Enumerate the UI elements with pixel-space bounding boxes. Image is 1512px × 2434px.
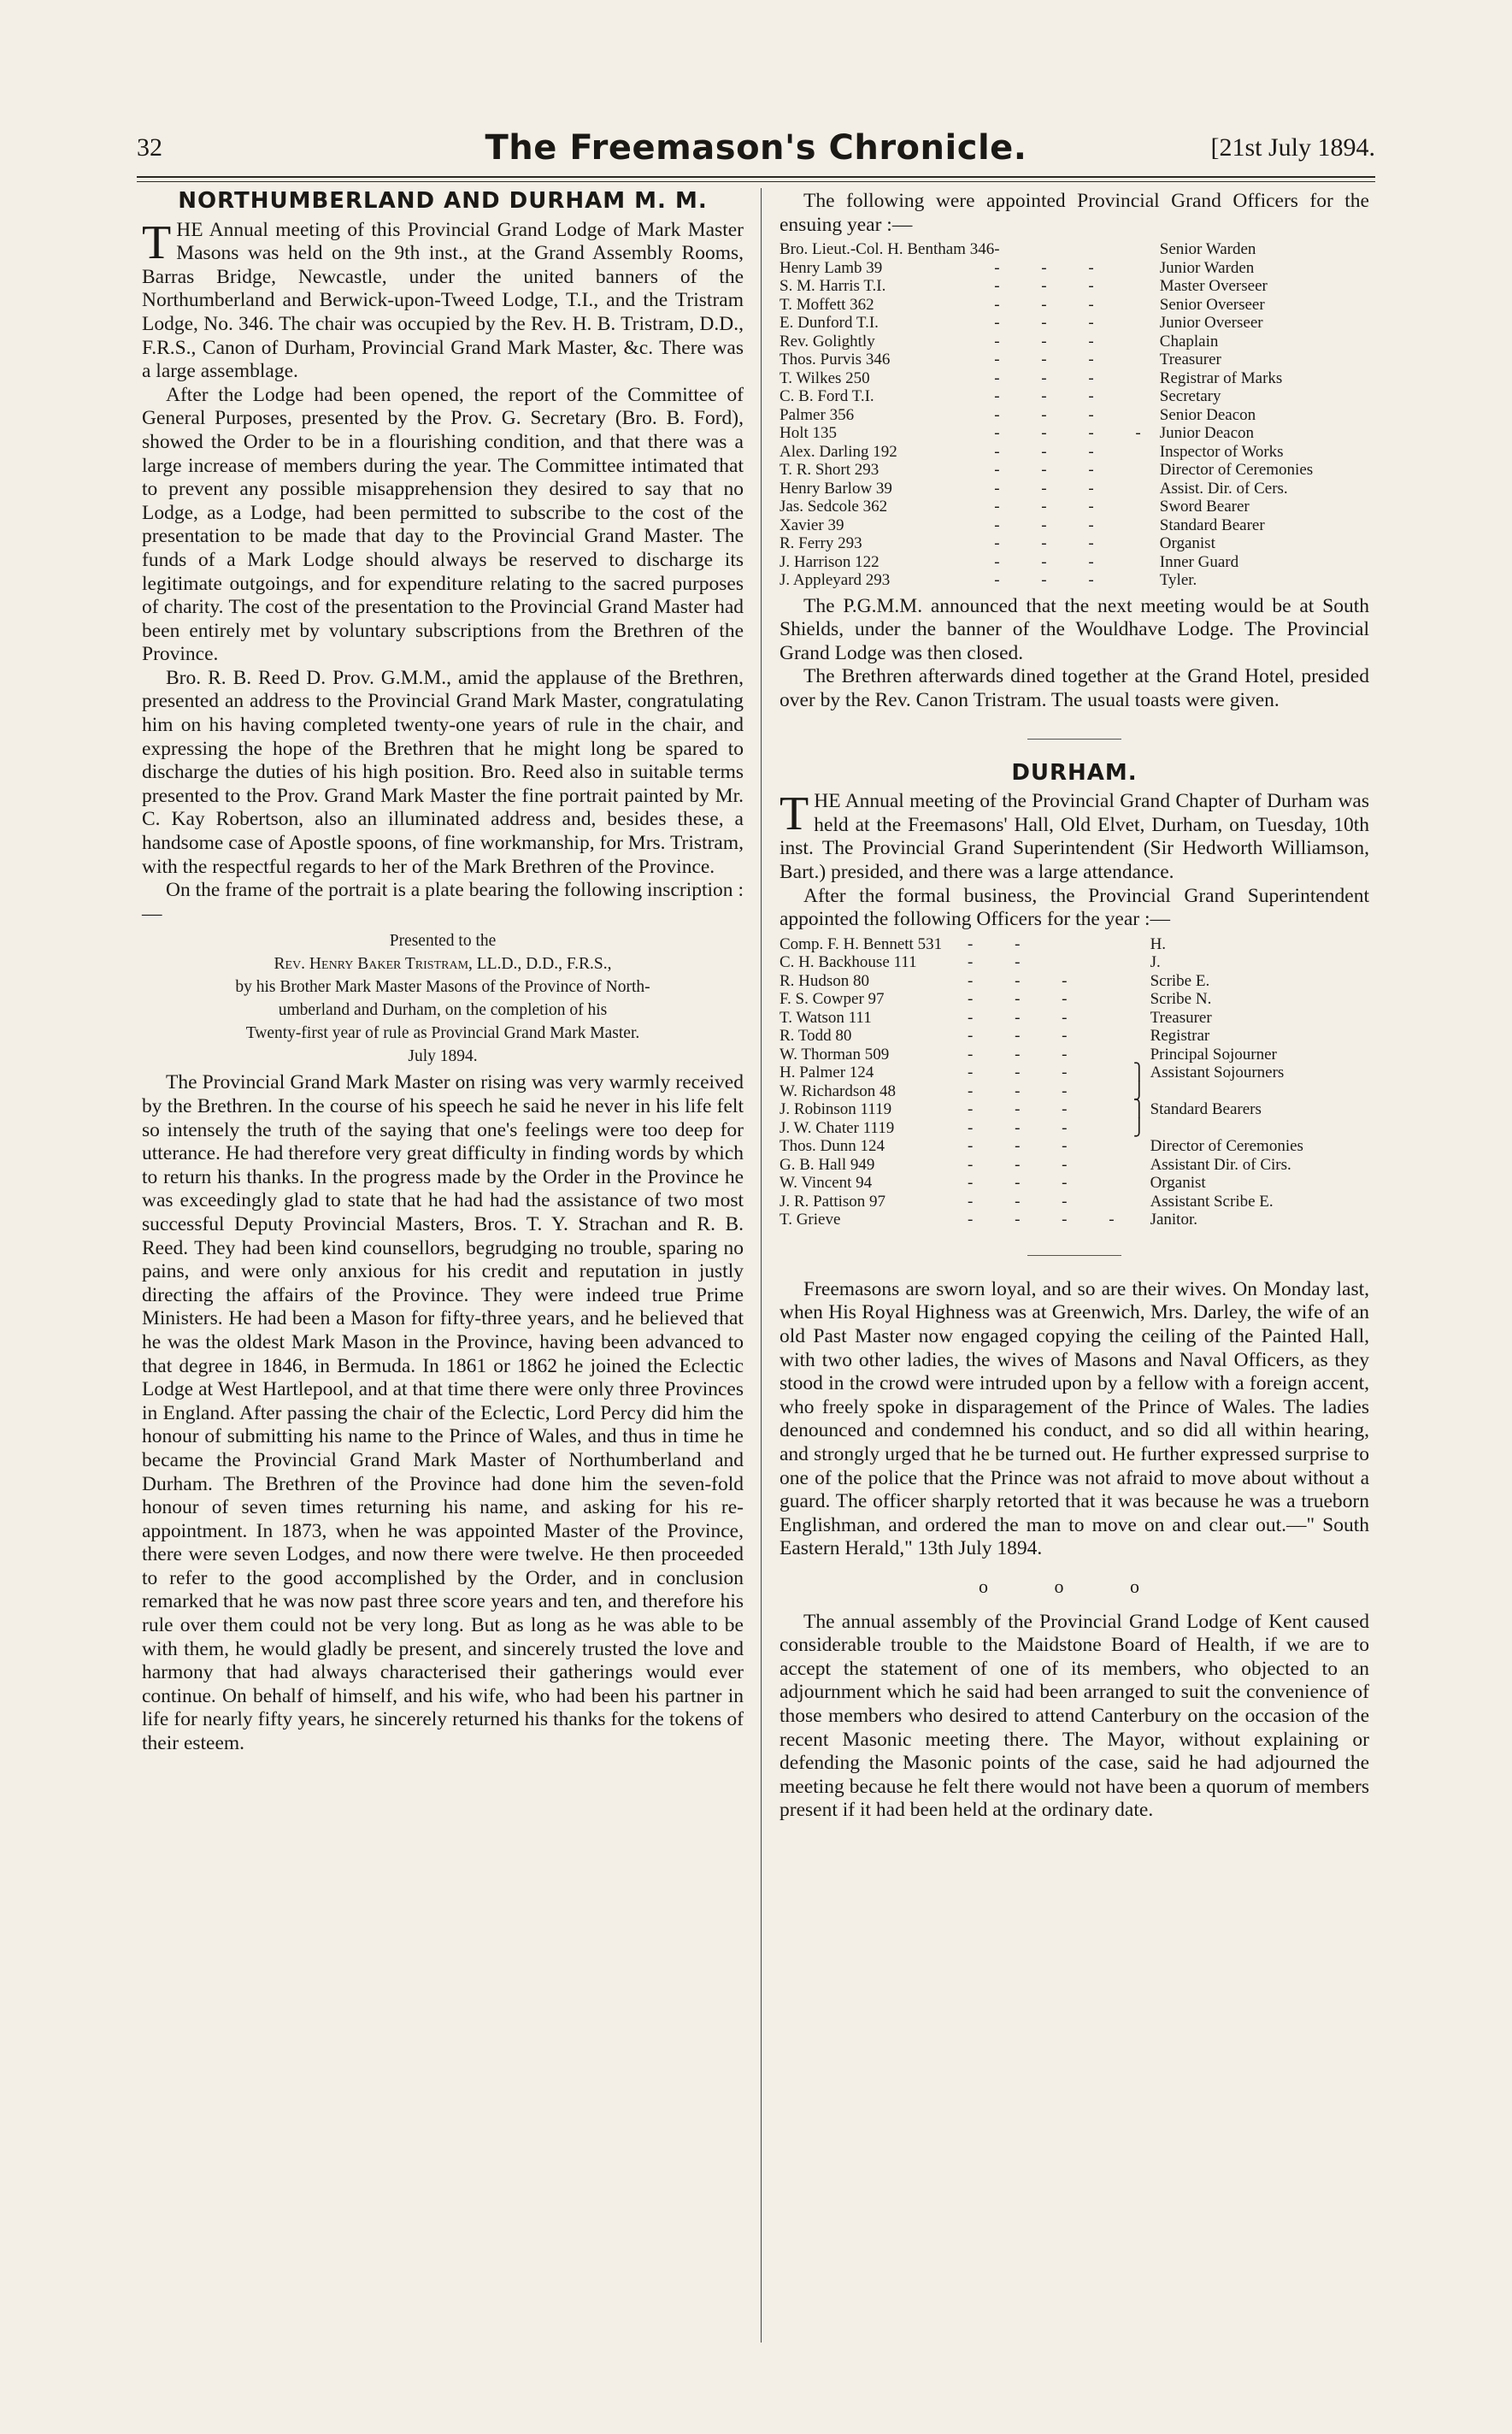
chapter-officers-list bbox=[780, 935, 1369, 1229]
leader-dots: - - - bbox=[994, 295, 1113, 314]
officer-office: Registrar bbox=[1150, 1027, 1210, 1046]
portrait-inscription bbox=[142, 929, 744, 1068]
officer-office: Registrar of Marks bbox=[1159, 368, 1283, 387]
officer-name: R. Hudson 80 bbox=[780, 971, 870, 990]
brace-mark bbox=[1133, 1193, 1150, 1211]
officer-office: Treasurer bbox=[1159, 351, 1221, 369]
leader-dots: - - - bbox=[994, 387, 1113, 406]
leader-dots: - - - bbox=[994, 552, 1113, 571]
article-paragraph: Freemasons are sworn loyal, and so are their wives. On Monday last, when His Royal Highness was at Greenwich, Mrs. Darley, the wife of an old Past Master now engaged copying the ceiling of the Painted Hall, with two other ladies, the wives of Masons and Naval Officers, as they stood in the crowd were intruded upon by a fellow with a foreign accent, who freely spoke in disparagement of the Prince of Wales. The ladies denounced and condemned his conduct, and so did all within hearing, and strongly urged that he be turned out. He further expressed surprise to one of the police that the Prince was not afraid to move about without a guard. The officer sharply retorted that it was because he was a trueborn Englishman, and ordered the man to move on and clear out.—" South Eastern Herald," 13th July 1894. bbox=[780, 1277, 1369, 1560]
officer-row bbox=[780, 1174, 1369, 1193]
article-paragraph: On the frame of the portrait is a plate bearing the following inscription :— bbox=[142, 879, 744, 925]
officer-row bbox=[780, 953, 1369, 972]
brace-mark bbox=[1133, 1137, 1150, 1156]
officer-row bbox=[780, 935, 1369, 954]
officer-name: Holt 135 bbox=[780, 424, 838, 443]
officer-name: Henry Barlow 39 bbox=[780, 479, 892, 498]
officer-name: T. Moffett 362 bbox=[780, 295, 874, 314]
leader-dots: - - - bbox=[994, 516, 1113, 534]
page-number: 32 bbox=[137, 133, 162, 162]
inscription-line: umberland and Durham, on the completion of his bbox=[278, 1001, 608, 1020]
officer-name: W. Richardson 48 bbox=[780, 1081, 896, 1100]
officer-row bbox=[780, 259, 1369, 278]
officer-name: J. Harrison 122 bbox=[780, 552, 880, 571]
leader-dots: - - - bbox=[994, 368, 1113, 387]
officer-name: W. Thorman 509 bbox=[780, 1045, 890, 1064]
leader-dots: - - - bbox=[994, 332, 1113, 351]
officer-office: Organist bbox=[1159, 534, 1215, 553]
article-paragraph: The annual assembly of the Provincial Grand Lodge of Kent caused considerable trouble to the Maidstone Board of Health, if we are to accept the statement of one of its members, who objected to an adjournment which he said had been arranged to suit the convenience of those members who desired to attend Canterbury on the occasion of the recent Masonic meeting there. The Mayor, without explaining or defending the Masonic points of the case, said he had adjourned the meeting because he felt there would not have been a quorum of members present if it had been held at the ordinary date. bbox=[780, 1610, 1369, 1822]
officer-office: Tyler. bbox=[1159, 571, 1197, 590]
leader-dots: - - - bbox=[968, 1192, 1086, 1211]
brace-mark bbox=[1133, 935, 1150, 954]
officer-row bbox=[780, 1137, 1369, 1156]
column-separator bbox=[761, 188, 762, 2343]
officer-row bbox=[780, 240, 1369, 259]
officer-row bbox=[780, 351, 1369, 369]
officer-name: S. M. Harris T.I. bbox=[780, 277, 886, 296]
leader-dots: - bbox=[994, 240, 1019, 259]
article-paragraph: Bro. R. B. Reed D. Prov. G.M.M., amid the applause of the Brethren, presented an address to the Provincial Grand Mark Master, congratulating him on his having completed twenty-one years of rule in the chair, and expressing the hope of the Brethren that he might long be spared to discharge the duties of his high position. Bro. Reed also in suitable terms presented to the Prov. Grand Mark Master the fine portrait painted by Mr. C. Kay Robertson, also an illuminated address and, besides these, a handsome case of Apostle spoons, of fine workmanship, for Mrs. Tristram, with the respectful regards to her of the Mark Brethren of the Province. bbox=[142, 666, 744, 878]
leader-dots: - - - bbox=[994, 479, 1113, 498]
brace-mark bbox=[1133, 953, 1150, 972]
leader-dots: - - - bbox=[968, 1118, 1086, 1137]
brace-mark bbox=[1133, 1156, 1150, 1175]
officer-row bbox=[780, 498, 1369, 516]
brace-mark: ⎭ bbox=[1133, 1118, 1145, 1137]
drop-cap: T bbox=[142, 215, 172, 269]
paragraph-text: HE Annual meeting of the Provincial Grand Chapter of Durham was held at the Freemasons' Hall, Old Elvet, Durham, on Tuesday, 10th inst. The Provincial Grand Superintendent (Sir Hedworth Williamson, Bart.) presided, and there was a large attendance. bbox=[780, 790, 1369, 884]
leader-dots: - - - bbox=[994, 534, 1113, 553]
leader-dots: - - - bbox=[994, 277, 1113, 296]
inscription-line: Twenty-first year of rule as Provincial Grand Mark Master. bbox=[245, 1024, 640, 1043]
inscription-line: by his Brother Mark Master Masons of the Province of North- bbox=[235, 978, 650, 997]
leader-dots: - - - bbox=[994, 571, 1113, 590]
officer-office: Assistant Sojourners bbox=[1150, 1064, 1285, 1082]
officer-name: R. Todd 80 bbox=[780, 1027, 852, 1046]
officer-row bbox=[780, 516, 1369, 535]
officer-name: Henry Lamb 39 bbox=[780, 258, 883, 277]
officer-name: C. B. Ford T.I. bbox=[780, 387, 874, 406]
officer-name: F. S. Cowper 97 bbox=[780, 990, 885, 1009]
drop-cap: T bbox=[780, 787, 809, 841]
inscription-line: Presented to the bbox=[389, 932, 497, 951]
brace-mark bbox=[1133, 1027, 1150, 1046]
officer-name: Bro. Lieut.-Col. H. Bentham 346 bbox=[780, 240, 995, 259]
article-paragraph: The following were appointed Provincial Grand Officers for the ensuing year :— bbox=[780, 190, 1369, 236]
officer-row bbox=[780, 333, 1369, 351]
brace-mark bbox=[1133, 1174, 1150, 1193]
officer-office: Master Overseer bbox=[1159, 277, 1268, 296]
article-paragraph: The Brethren afterwards dined together at the Grand Hotel, presided over by the Rev. Canon Tristram. The usual toasts were given. bbox=[780, 665, 1369, 712]
officer-office: Secretary bbox=[1159, 387, 1221, 406]
officer-name: T. R. Short 293 bbox=[780, 461, 880, 480]
right-column bbox=[780, 190, 1369, 1823]
officer-name: Thos. Purvis 346 bbox=[780, 351, 891, 369]
leader-dots: - - - bbox=[968, 1137, 1086, 1156]
officer-office: Director of Ceremonies bbox=[1159, 461, 1314, 480]
officer-name: Thos. Dunn 124 bbox=[780, 1137, 885, 1156]
officer-row bbox=[780, 972, 1369, 991]
brace-mark bbox=[1133, 1211, 1150, 1229]
leader-dots: - - - bbox=[968, 1100, 1086, 1119]
officer-row bbox=[780, 1193, 1369, 1211]
officer-office: Inspector of Works bbox=[1159, 442, 1284, 461]
article-paragraph: The Provincial Grand Mark Master on rising was very warmly received by the Brethren. In the course of his speech he said he never in his life felt so intensely the truth of the saying that one's feelings were too deep for utterance. He had therefore very great difficulty in finding words by which to return his thanks. In the progress made by the Order in the Province he was exceedingly glad to state that he had had the assistance of two most successful Deputy Provincial Masters, Bros. T. Y. Strachan and R. B. Reed. They had been kind counsellors, begrudging no trouble, sparing no pains, and were only anxious for his credit and reputation in justly directing the affairs of the Province. They were indeed true Prime Ministers. He had been a Mason for fifty-three years, and he believed that he was the oldest Mark Mason in the Province, having been advanced to that degree in 1846, in Bermuda. In 1861 or 1862 he joined the Eclectic Lodge at West Hartlepool, and at that time there were only three Provinces in England. After passing the chair of the Eclectic, Lord Percy did him the honour of submitting his name to the Prince of Wales, and thus in time he became the Provincial Grand Mark Master of Northumberland and Durham. The Brethren of the Province had done him the seven-fold honour of seven times returning his name, and asking for his re-appointment. In 1873, when he was appointed Master of the Province, there were seven Lodges, and now there were twelve. He then proceeded to refer to the good accomplished by the Order, and in conclusion remarked that he was now past three score years and ten, and therefore his rule over them could not be very long. But as long as he was able to be with them, he would gladly be present, and sincerely trusted the love and harmony that had always characterised their gatherings would ever continue. On behalf of himself, and his wife, who had been his partner in life for nearly fifty years, he sincerely returned his thanks for the tokens of their esteem. bbox=[142, 1071, 744, 1755]
article-paragraph: After the Lodge had been opened, the report of the Committee of General Purposes, presented by the Prov. G. Secretary (Bro. B. Ford), showed the Order to be in a flourishing condition, and that there was a large increase of members during the year. The Committee intimated that to prevent any possible misapprehension they desired to say that no Lodge, as a Lodge, had been permitted to subscribe to the cost of the presentation to be made that day to the Provincial Grand Master. The funds of a Mark Lodge should always be reserved to discharge its legitimate outgoings, and for expenditure relating to the sacred purposes of charity. The cost of the presentation to the Provincial Grand Master had been entirely met by voluntary subscriptions from the Brethren of the Province. bbox=[142, 383, 744, 666]
officer-office: Assistant Dir. of Cirs. bbox=[1150, 1155, 1291, 1174]
officer-row bbox=[780, 1064, 1369, 1082]
leader-dots: - - bbox=[968, 934, 1039, 953]
officer-row bbox=[780, 443, 1369, 462]
left-column bbox=[142, 190, 744, 1756]
inscription-line: Rev. Henry Baker Tristram, LL.D., D.D., F.R.S., bbox=[274, 955, 612, 974]
officer-row bbox=[780, 277, 1369, 296]
leader-dots: - - - bbox=[994, 314, 1113, 333]
leader-dots: - - - bbox=[968, 1008, 1086, 1027]
officer-name: T. Watson 111 bbox=[780, 1008, 872, 1027]
officer-office: Junior Deacon bbox=[1159, 424, 1255, 443]
officer-name: Comp. F. H. Bennett 531 bbox=[780, 934, 943, 953]
leader-dots: - - - bbox=[994, 461, 1113, 480]
officer-office: Senior Deacon bbox=[1159, 405, 1256, 424]
officer-office: J. bbox=[1150, 953, 1161, 972]
officer-office: Chaplain bbox=[1159, 332, 1219, 351]
officer-row bbox=[780, 314, 1369, 333]
mark-officers-list bbox=[780, 240, 1369, 590]
leader-dots: - - - bbox=[994, 498, 1113, 516]
article-paragraph: The P.G.M.M. announced that the next meeting would be at South Shields, under the banner of the Wouldhave Lodge. The Provincial Grand Lodge was then closed. bbox=[780, 594, 1369, 664]
officer-name: T. Grieve bbox=[780, 1211, 841, 1229]
article-heading-durham: DURHAM. bbox=[1011, 759, 1138, 786]
paragraph-text: HE Annual meeting of this Provincial Grand Lodge of Mark Master Masons was held on the 9th inst., at the Grand Assembly Rooms, Barras Bridge, Newcastle, under the united banners of the Northumberland and Berwick-upon-Tweed Lodge, T.I., and the Tristram Lodge, No. 346. The chair was occupied by the Rev. H. B. Tristram, D.D., F.R.S., Canon of Durham, Provincial Grand Mark Master, &c. There was a large assemblage. bbox=[142, 218, 744, 383]
officer-office: Janitor. bbox=[1150, 1211, 1197, 1229]
brace-mark: ⎫ bbox=[1133, 1100, 1145, 1119]
section-divider bbox=[1027, 739, 1121, 740]
officer-office: Senior Overseer bbox=[1159, 295, 1265, 314]
officer-office: Treasurer bbox=[1150, 1008, 1212, 1027]
article-paragraph: After the formal business, the Provincial Grand Superintendent appointed the following Officers for the year :— bbox=[780, 884, 1369, 931]
leader-dots: - - - bbox=[994, 258, 1113, 277]
officer-name: Xavier 39 bbox=[780, 516, 844, 534]
officer-office: Standard Bearers bbox=[1150, 1100, 1262, 1119]
officer-name: E. Dunford T.I. bbox=[780, 314, 879, 333]
officer-row bbox=[780, 1156, 1369, 1175]
leader-dots: - - - bbox=[968, 990, 1086, 1009]
officer-row bbox=[780, 424, 1369, 443]
officer-office: Organist bbox=[1150, 1174, 1206, 1193]
officer-name: T. Wilkes 250 bbox=[780, 368, 870, 387]
officer-office bbox=[1150, 1082, 1369, 1101]
leader-dots: - - - bbox=[968, 1027, 1086, 1046]
officer-office: Sword Bearer bbox=[1159, 498, 1250, 516]
officer-office bbox=[1150, 1119, 1369, 1138]
officer-row bbox=[780, 1027, 1369, 1046]
officer-name: J. W. Chater 1119 bbox=[780, 1118, 895, 1137]
officer-name: J. Robinson 1119 bbox=[780, 1100, 892, 1119]
officer-name: Alex. Darling 192 bbox=[780, 442, 897, 461]
leader-dots: - - - bbox=[968, 1081, 1086, 1100]
officer-row bbox=[780, 387, 1369, 406]
brace-mark bbox=[1133, 990, 1150, 1009]
brace-mark bbox=[1133, 1009, 1150, 1028]
officer-office: Inner Guard bbox=[1159, 552, 1239, 571]
officer-row bbox=[780, 369, 1369, 388]
article-paragraph bbox=[142, 215, 744, 384]
officer-office: Senior Warden bbox=[1159, 240, 1256, 259]
brace-mark: ⎫ bbox=[1133, 1064, 1145, 1082]
officer-office: Principal Sojourner bbox=[1150, 1045, 1277, 1064]
leader-dots: - - bbox=[968, 953, 1039, 972]
leader-dots: - - - - bbox=[968, 1211, 1133, 1229]
officer-office: Director of Ceremonies bbox=[1150, 1137, 1303, 1156]
page-header bbox=[137, 128, 1375, 180]
leader-dots: - - - bbox=[968, 1155, 1086, 1174]
article-heading-northumberland: NORTHUMBERLAND AND DURHAM M. M. bbox=[178, 188, 708, 214]
officer-row bbox=[780, 1046, 1369, 1064]
officer-row bbox=[780, 1119, 1369, 1138]
officer-row bbox=[780, 480, 1369, 498]
officer-row bbox=[780, 553, 1369, 572]
officer-name: G. B. Hall 949 bbox=[780, 1155, 875, 1174]
officer-row bbox=[780, 1082, 1369, 1101]
officer-row bbox=[780, 990, 1369, 1009]
leader-dots: - - - bbox=[968, 971, 1086, 990]
officer-office: Junior Warden bbox=[1159, 258, 1255, 277]
officer-row bbox=[780, 1100, 1369, 1119]
officer-name: R. Ferry 293 bbox=[780, 534, 862, 553]
brace-mark bbox=[1133, 1046, 1150, 1064]
officer-name: Rev. Golightly bbox=[780, 332, 875, 351]
officer-row bbox=[780, 406, 1369, 425]
officer-name: J. R. Pattison 97 bbox=[780, 1192, 886, 1211]
inscription-line: July 1894. bbox=[408, 1047, 478, 1066]
leader-dots: - - - bbox=[968, 1174, 1086, 1193]
leader-dots: - - - bbox=[968, 1064, 1086, 1082]
officer-office: Junior Overseer bbox=[1159, 314, 1263, 333]
officer-name: Jas. Sedcole 362 bbox=[780, 498, 888, 516]
officer-name: C. H. Backhouse 111 bbox=[780, 953, 917, 972]
header-rule-thin bbox=[137, 181, 1375, 182]
brace-mark bbox=[1133, 972, 1150, 991]
leader-dots: - - - bbox=[994, 442, 1113, 461]
officer-row bbox=[780, 1009, 1369, 1028]
officer-row bbox=[780, 534, 1369, 553]
leader-dots: - - - bbox=[968, 1045, 1086, 1064]
officer-office: H. bbox=[1150, 934, 1167, 953]
officer-name: H. Palmer 124 bbox=[780, 1064, 874, 1082]
officer-row bbox=[780, 571, 1369, 590]
officer-row bbox=[780, 461, 1369, 480]
officer-name: Palmer 356 bbox=[780, 405, 855, 424]
officer-name: W. Vincent 94 bbox=[780, 1174, 873, 1193]
brace-mark: ⎭ bbox=[1133, 1081, 1145, 1100]
officer-office: Standard Bearer bbox=[1159, 516, 1265, 534]
officer-office: Scribe E. bbox=[1150, 971, 1210, 990]
officer-row bbox=[780, 296, 1369, 315]
officer-office: Assistant Scribe E. bbox=[1150, 1192, 1274, 1211]
article-paragraph bbox=[780, 787, 1369, 884]
leader-dots: - - - bbox=[994, 351, 1113, 369]
officer-name: J. Appleyard 293 bbox=[780, 571, 891, 590]
officer-row bbox=[780, 1211, 1369, 1229]
leader-dots: - - - bbox=[994, 405, 1113, 424]
officer-office: Assist. Dir. of Cers. bbox=[1159, 479, 1288, 498]
ornament-dots: o o o bbox=[979, 1575, 1170, 1597]
officer-office: Scribe N. bbox=[1150, 990, 1212, 1009]
masthead-title: The Freemason's Chronicle. bbox=[485, 128, 1027, 168]
issue-date: [21st July 1894. bbox=[1210, 133, 1375, 162]
section-divider bbox=[1027, 1255, 1121, 1256]
leader-dots: - - - - bbox=[994, 424, 1160, 443]
header-rule bbox=[137, 176, 1375, 178]
